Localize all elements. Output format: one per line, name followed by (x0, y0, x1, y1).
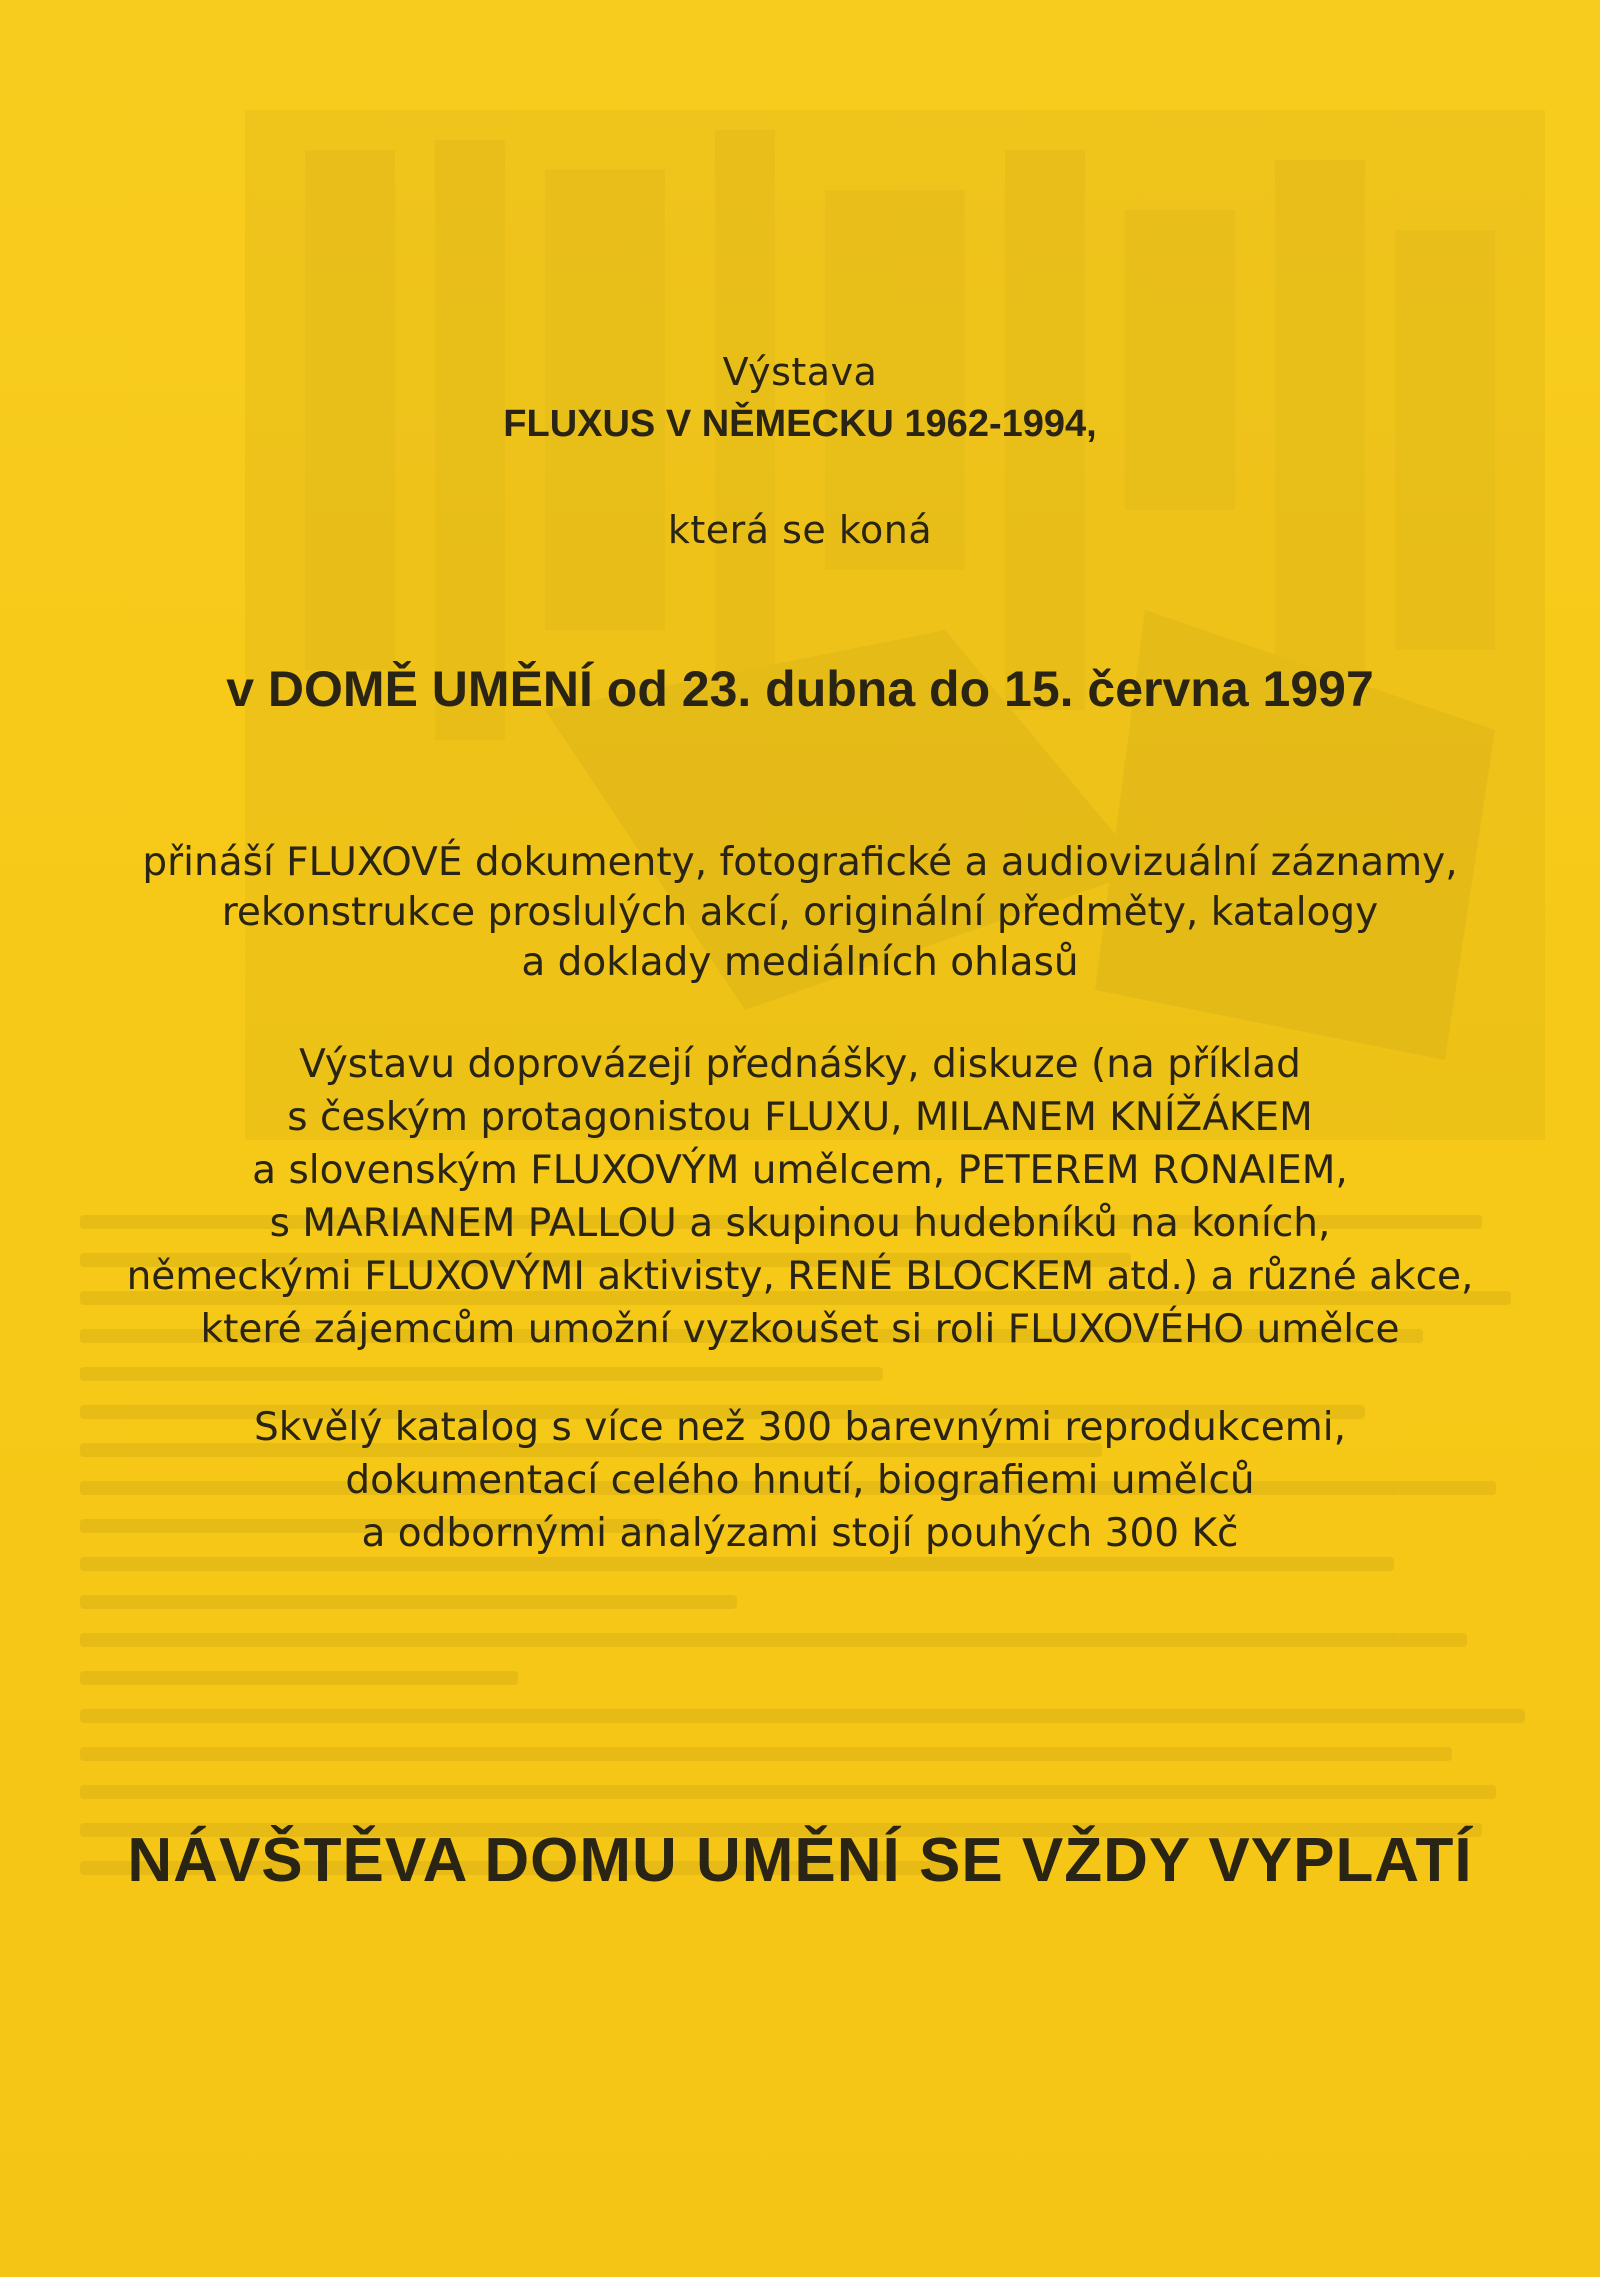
paragraph-line: s MARIANEM PALLOU a skupinou hudebníků na koních, (269, 1201, 1331, 1246)
venue-dates-headline: v DOMĚ UMĚNÍ od 23. dubna do 15. června 1997 (226, 661, 1374, 717)
paragraph-line: které zájemcům umožní vyzkoušet si roli FLUXOVÉHO umělce (200, 1307, 1400, 1352)
paragraph-line: dokumentací celého hnutí, biografiemi umělců (345, 1458, 1255, 1503)
paragraph-line: a slovenským FLUXOVÝM umělcem, PETEREM RONAIEM, (252, 1148, 1348, 1193)
slogan: NÁVŠTĚVA DOMU UMĚNÍ SE VŽDY VYPLATÍ (127, 1826, 1473, 1895)
paragraph-line: přináší FLUXOVÉ dokumenty, fotografické a audiovizuální záznamy, (142, 840, 1458, 885)
intro-text: Výstava (722, 350, 878, 394)
paragraph-line: s českým protagonistou FLUXU, MILANEM KNÍŽÁKEM (287, 1095, 1313, 1140)
paragraph-line: a odbornými analýzami stojí pouhých 300 Kč (361, 1511, 1239, 1556)
paragraph-line: Skvělý katalog s více než 300 barevnými reprodukcemi, (253, 1405, 1347, 1450)
paragraph-line: německými FLUXOVÝMI aktivisty, RENÉ BLOCKEM atd.) a různé akce, (126, 1254, 1474, 1299)
paragraph-line: rekonstrukce proslulých akcí, originální předměty, katalogy (221, 890, 1379, 935)
subintro-text: která se koná (667, 508, 933, 552)
paragraph-line: Výstavu doprovázejí přednášky, diskuze (na příklad (299, 1042, 1301, 1087)
exhibition-title: FLUXUS V NĚMECKU 1962-1994, (503, 403, 1097, 445)
paragraph-line: a doklady mediálních ohlasů (521, 940, 1079, 985)
